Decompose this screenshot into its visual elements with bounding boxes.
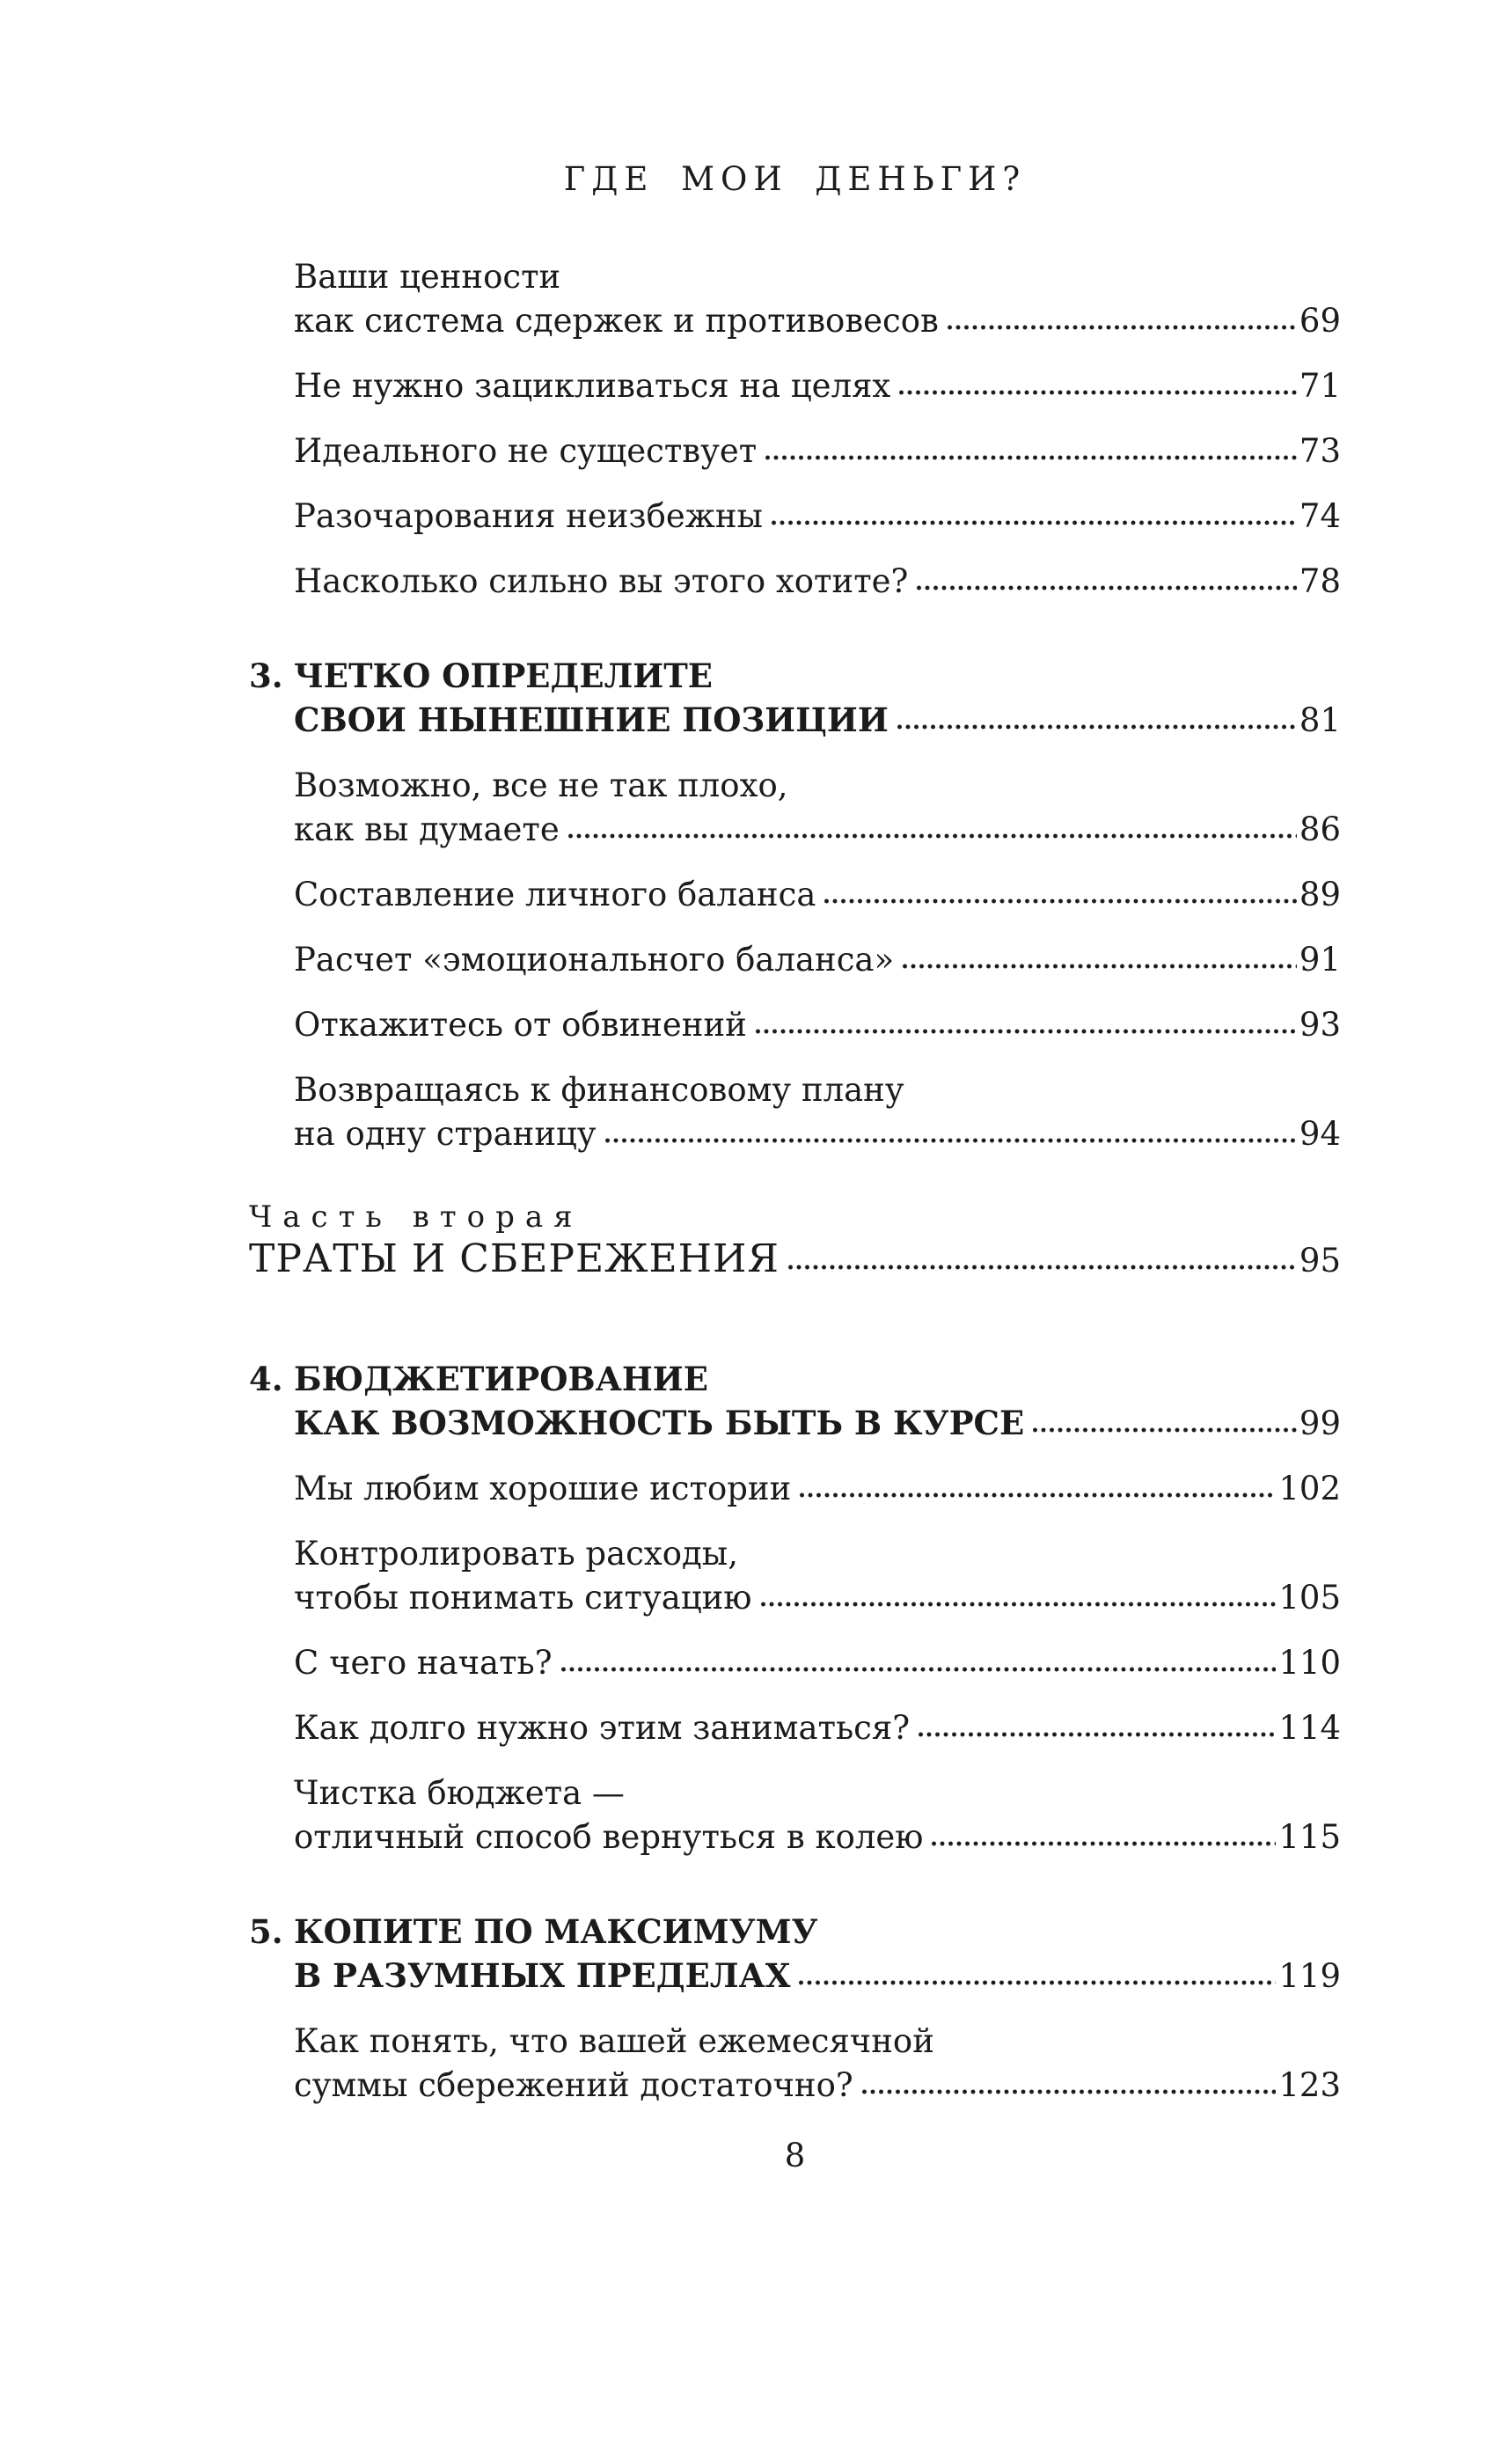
toc-leader-line: [249, 1238, 1341, 1282]
toc-item-title: ТРАТЫ И СБЕРЕЖЕНИЯ: [249, 1236, 780, 1281]
toc-leader-line: [294, 938, 1341, 982]
toc-page-number: 93: [1299, 1006, 1341, 1044]
toc-item-line: Возвращаясь к финансовому плану: [294, 1071, 904, 1109]
toc-item-title: Не нужно зацикливаться на целях: [294, 367, 891, 405]
toc-item-entry: [249, 873, 1341, 917]
toc-item-title: СВОИ НЫНЕШНИЕ ПОЗИЦИИ: [294, 700, 889, 739]
toc-page-number: 81: [1299, 701, 1341, 739]
toc-leader-line: [294, 1706, 1341, 1750]
toc-leader-line: [294, 698, 1341, 743]
toc-leader-line: [294, 429, 1341, 473]
toc-item-title: В РАЗУМНЫХ ПРЕДЕЛАХ: [294, 1956, 791, 1995]
toc-item-entry: [249, 2020, 1341, 2108]
toc-page-number: 74: [1299, 497, 1341, 535]
toc-page-number: 99: [1299, 1404, 1341, 1442]
toc-item-line: Возможно, все не так плохо,: [294, 766, 788, 804]
toc-item-entry: [249, 495, 1341, 539]
toc-leader-line: [294, 560, 1341, 604]
toc-page-number: 114: [1278, 1709, 1341, 1747]
toc-item-entry: [249, 1641, 1341, 1685]
toc-list: [249, 255, 1341, 2108]
toc-page-number: 86: [1299, 810, 1341, 848]
toc-item-title: Расчет «эмоционального баланса»: [294, 941, 895, 979]
dot-leader: [604, 1136, 1297, 1145]
toc-item-title: как система сдержек и противовесов: [294, 302, 939, 340]
toc-page-number: 91: [1299, 941, 1341, 979]
toc-leader-line: [294, 1467, 1341, 1511]
toc-item-title: Как долго нужно этим заниматься?: [294, 1709, 911, 1747]
page-number-footer: 8: [784, 2137, 806, 2174]
toc-item-entry: [249, 1003, 1341, 1047]
dot-leader: [560, 1665, 1277, 1674]
toc-item-line: БЮДЖЕТИРОВАНИЕ: [294, 1360, 708, 1398]
toc-item-entry: [249, 1706, 1341, 1750]
toc-leader-line: [294, 495, 1341, 539]
toc-page-number: 119: [1278, 1957, 1341, 1995]
toc-leader-line: [294, 364, 1341, 408]
toc-item-entry: [249, 1467, 1341, 1511]
dot-leader: [860, 2087, 1277, 2096]
chapter-number: 3.: [249, 656, 283, 695]
toc-item-line: Чистка бюджета —: [294, 1774, 625, 1812]
toc-leader-line: [294, 1003, 1341, 1047]
toc-leader-line: [294, 1401, 1341, 1446]
toc-page-number: 89: [1299, 876, 1341, 913]
dot-leader: [764, 453, 1297, 462]
chapter-number: 5.: [249, 1912, 283, 1951]
toc-item-entry: [249, 364, 1341, 408]
dot-leader: [798, 1491, 1276, 1500]
toc-page-number: 105: [1278, 1579, 1341, 1617]
toc-page-number: 110: [1278, 1644, 1341, 1682]
toc-item-title: С чего начать?: [294, 1644, 553, 1682]
dot-leader: [770, 518, 1297, 527]
toc-item-line: Как понять, что вашей ежемесячной: [294, 2022, 934, 2060]
dot-leader: [754, 1027, 1297, 1036]
toc-item-entry: [249, 938, 1341, 982]
toc-page-number: 94: [1299, 1115, 1341, 1153]
toc-item-line: Контролировать расходы,: [294, 1535, 738, 1573]
toc-leader-line: [294, 2064, 1341, 2108]
toc-leader-line: [294, 1815, 1341, 1859]
toc-leader-line: [294, 1641, 1341, 1685]
toc-item-title: чтобы понимать ситуацию: [294, 1579, 752, 1617]
toc-item-entry: [249, 429, 1341, 473]
dot-leader: [896, 722, 1297, 731]
toc-leader-line: [294, 873, 1341, 917]
toc-item-title: КАК ВОЗМОЖНОСТЬ БЫТЬ В КУРСЕ: [294, 1404, 1025, 1442]
dot-leader: [787, 1263, 1297, 1272]
toc-item-line: КОПИТЕ ПО МАКСИМУМУ: [294, 1912, 818, 1951]
toc-leader-line: [294, 808, 1341, 852]
toc-page-number: 78: [1299, 562, 1341, 600]
toc-item-entry: [249, 255, 1341, 343]
toc-item-chapter: [249, 654, 1341, 743]
running-head: ГДЕ МОИ ДЕНЬГИ?: [563, 160, 1027, 198]
toc-item-title: отличный способ вернуться в колею: [294, 1818, 924, 1856]
toc-page-number: 115: [1278, 1818, 1341, 1856]
dot-leader: [823, 897, 1297, 906]
dot-leader: [759, 1600, 1277, 1609]
dot-leader: [567, 832, 1297, 840]
dot-leader: [1031, 1426, 1297, 1434]
toc-item-chapter: [249, 1357, 1341, 1446]
toc-item-entry: [249, 1068, 1341, 1156]
toc-item-chapter: [249, 1910, 1341, 1998]
toc-page-number: 123: [1278, 2066, 1341, 2104]
toc-item-line: Ваши ценности: [294, 258, 561, 296]
toc-page-number: 73: [1299, 432, 1341, 470]
toc-item-title: как вы думаете: [294, 810, 560, 848]
toc-leader-line: [294, 299, 1341, 343]
toc-item-line: ЧЕТКО ОПРЕДЕЛИТЕ: [294, 656, 713, 695]
toc-item-title: Насколько сильно вы этого хотите?: [294, 562, 909, 600]
toc-item-entry: [249, 560, 1341, 604]
toc-item-title: Составление личного баланса: [294, 876, 816, 913]
toc-item-title: Разочарования неизбежны: [294, 497, 763, 535]
dot-leader: [797, 1978, 1276, 1987]
toc-page-number: 102: [1278, 1470, 1341, 1507]
toc-item-entry: [249, 1771, 1341, 1859]
dot-leader: [901, 962, 1297, 971]
toc-item-title: на одну страницу: [294, 1115, 597, 1153]
toc-leader-line: [294, 1576, 1341, 1620]
dot-leader: [917, 1730, 1276, 1739]
toc-item-entry: [249, 764, 1341, 852]
toc-item-title: Идеального не существует: [294, 432, 758, 470]
part-label: Часть вторая: [249, 1199, 583, 1235]
toc-page-number: 95: [1299, 1242, 1341, 1280]
toc-item-title: Откажитесь от обвинений: [294, 1006, 747, 1044]
chapter-number: 4.: [249, 1360, 283, 1398]
book-page: [0, 157, 1486, 2464]
dot-leader: [897, 388, 1297, 397]
toc-item-entry: [249, 1532, 1341, 1620]
toc-leader-line: [294, 1954, 1341, 1998]
toc-item-part: [249, 1196, 1341, 1282]
dot-leader: [915, 583, 1297, 592]
dot-leader: [930, 1839, 1276, 1848]
toc-page-number: 69: [1299, 302, 1341, 340]
dot-leader: [946, 323, 1297, 332]
toc-leader-line: [294, 1112, 1341, 1156]
toc-item-title: суммы сбережений достаточно?: [294, 2066, 853, 2104]
toc-page-number: 71: [1299, 367, 1341, 405]
toc-item-title: Мы любим хорошие истории: [294, 1470, 792, 1507]
